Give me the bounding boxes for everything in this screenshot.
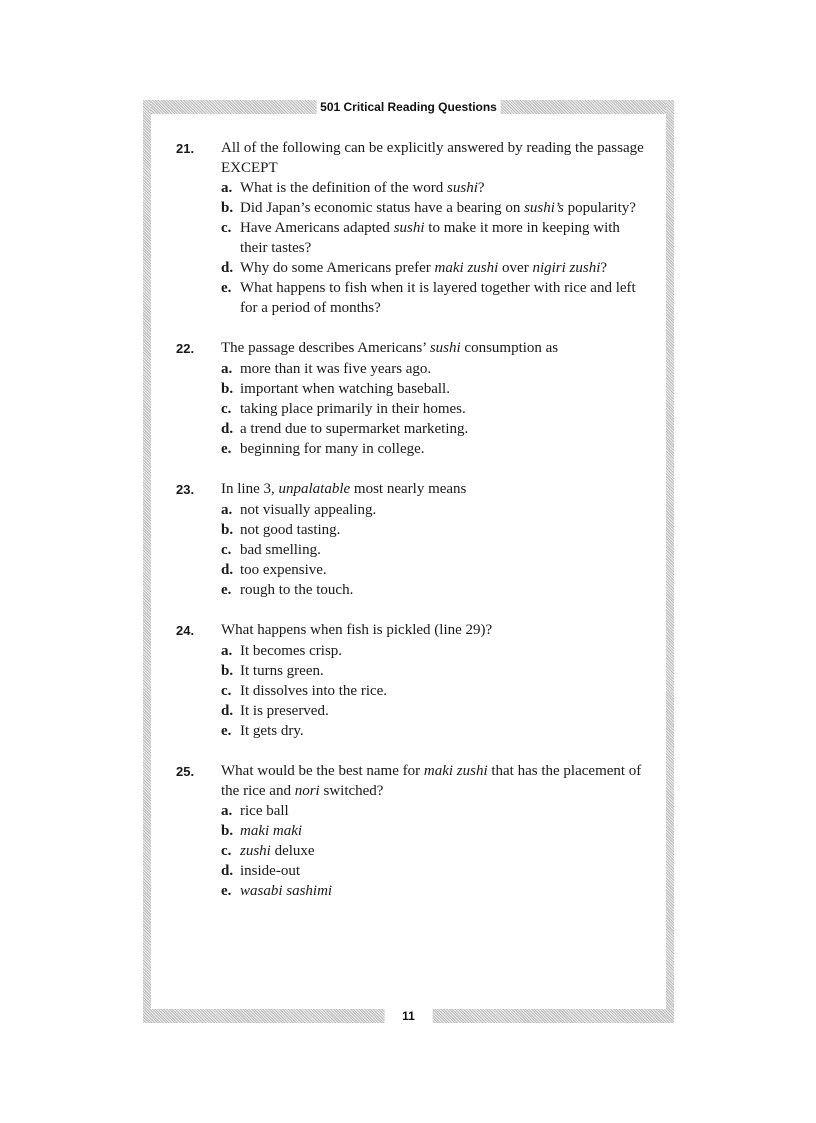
option-text bbox=[240, 721, 646, 741]
answer-option bbox=[221, 861, 646, 881]
text-segment: inside-out bbox=[240, 863, 300, 879]
text-segment: It turns green. bbox=[240, 663, 324, 679]
answer-options bbox=[221, 641, 646, 741]
answer-option bbox=[221, 178, 646, 198]
option-text bbox=[240, 580, 646, 600]
option-letter: a. bbox=[221, 361, 233, 377]
option-letter: b. bbox=[221, 522, 234, 538]
option-letter: e. bbox=[221, 441, 232, 457]
left-border bbox=[143, 100, 151, 1023]
question-25 bbox=[176, 761, 646, 901]
answer-option bbox=[221, 258, 646, 278]
answer-option bbox=[221, 641, 646, 661]
answer-option bbox=[221, 439, 646, 459]
answer-option bbox=[221, 278, 646, 318]
right-border bbox=[666, 100, 674, 1023]
text-segment: deluxe bbox=[270, 843, 315, 859]
option-text bbox=[240, 841, 646, 861]
option-text bbox=[240, 359, 646, 379]
question-22 bbox=[176, 338, 646, 459]
text-segment: a trend due to supermarket marketing. bbox=[240, 421, 469, 437]
answer-option bbox=[221, 681, 646, 701]
running-header: 501 Critical Reading Questions bbox=[316, 100, 501, 114]
answer-option bbox=[221, 198, 646, 218]
option-letter: b. bbox=[221, 200, 234, 216]
answer-options bbox=[221, 178, 646, 318]
option-letter: e. bbox=[221, 280, 232, 296]
question-24 bbox=[176, 620, 646, 741]
italic-term: sushi bbox=[429, 340, 461, 356]
text-segment: It is preserved. bbox=[240, 703, 329, 719]
option-letter: d. bbox=[221, 421, 234, 437]
text-segment: important when watching baseball. bbox=[240, 381, 450, 397]
option-letter: e. bbox=[221, 883, 232, 899]
question-number: 21. bbox=[176, 141, 195, 156]
option-text bbox=[240, 218, 646, 258]
text-segment: popularity? bbox=[563, 200, 636, 216]
answer-options bbox=[221, 801, 646, 901]
italic-term: unpalatable bbox=[278, 481, 351, 497]
italic-term: sushi bbox=[447, 180, 478, 196]
option-letter: c. bbox=[221, 542, 232, 558]
question-list bbox=[176, 138, 646, 921]
question-23 bbox=[176, 479, 646, 600]
question-stem bbox=[221, 479, 646, 500]
option-text bbox=[240, 821, 646, 841]
question-row bbox=[176, 761, 646, 801]
answer-option bbox=[221, 881, 646, 901]
option-letter: a. bbox=[221, 502, 233, 518]
answer-option bbox=[221, 721, 646, 741]
italic-term: maki maki bbox=[240, 823, 303, 839]
option-letter: a. bbox=[221, 643, 233, 659]
answer-option bbox=[221, 580, 646, 600]
option-text bbox=[240, 801, 646, 821]
text-segment: What is the definition of the word bbox=[240, 180, 448, 196]
option-text bbox=[240, 198, 646, 218]
question-number: 24. bbox=[176, 623, 195, 638]
text-segment: switched? bbox=[319, 783, 384, 799]
option-letter: d. bbox=[221, 863, 234, 879]
option-text bbox=[240, 540, 646, 560]
option-text bbox=[240, 881, 646, 901]
option-letter: e. bbox=[221, 723, 232, 739]
answer-option bbox=[221, 841, 646, 861]
answer-option bbox=[221, 359, 646, 379]
option-letter: e. bbox=[221, 582, 232, 598]
option-letter: c. bbox=[221, 843, 232, 859]
question-row bbox=[176, 479, 646, 500]
option-letter: b. bbox=[221, 381, 234, 397]
text-segment: consumption as bbox=[460, 340, 559, 356]
text-segment: What would be the best name for bbox=[221, 763, 424, 779]
option-text bbox=[240, 379, 646, 399]
answer-option bbox=[221, 560, 646, 580]
option-text bbox=[240, 560, 646, 580]
italic-term: zushi bbox=[240, 843, 271, 859]
text-segment: What happens when fish is pickled (line 29)? bbox=[221, 622, 493, 638]
text-segment: ? bbox=[477, 180, 485, 196]
text-segment: It dissolves into the rice. bbox=[240, 683, 388, 699]
option-text bbox=[240, 681, 646, 701]
italic-term: wasabi sashimi bbox=[240, 883, 333, 899]
answer-option bbox=[221, 520, 646, 540]
text-segment: Did Japan’s economic status have a bearing on bbox=[240, 200, 525, 216]
answer-option bbox=[221, 379, 646, 399]
answer-option bbox=[221, 661, 646, 681]
question-number: 25. bbox=[176, 764, 195, 779]
page-number: 11 bbox=[384, 1009, 433, 1023]
option-text bbox=[240, 278, 646, 318]
option-letter: c. bbox=[221, 401, 232, 417]
answer-option bbox=[221, 218, 646, 258]
text-segment: It gets dry. bbox=[240, 723, 304, 739]
text-segment: most nearly means bbox=[350, 481, 467, 497]
option-text bbox=[240, 258, 646, 278]
option-letter: c. bbox=[221, 683, 232, 699]
option-letter: a. bbox=[221, 180, 233, 196]
question-row bbox=[176, 620, 646, 641]
question-number: 23. bbox=[176, 482, 195, 497]
italic-term: nigiri zushi bbox=[532, 260, 601, 276]
text-segment: taking place primarily in their homes. bbox=[240, 401, 466, 417]
text-segment: Why do some Americans prefer bbox=[240, 260, 435, 276]
text-segment: not good tasting. bbox=[240, 522, 341, 538]
text-segment: bad smelling. bbox=[240, 542, 321, 558]
answer-option bbox=[221, 500, 646, 520]
question-stem bbox=[221, 138, 646, 178]
text-segment: over bbox=[498, 260, 533, 276]
text-segment: What happens to fish when it is layered together with rice and left for a period of months? bbox=[240, 280, 636, 316]
option-letter: b. bbox=[221, 663, 234, 679]
option-text bbox=[240, 701, 646, 721]
text-segment: Have Americans adapted bbox=[240, 220, 394, 236]
italic-term: maki zushi bbox=[434, 260, 499, 276]
answer-options bbox=[221, 359, 646, 459]
option-letter: d. bbox=[221, 562, 234, 578]
answer-option bbox=[221, 419, 646, 439]
option-letter: b. bbox=[221, 823, 234, 839]
option-text bbox=[240, 178, 646, 198]
option-letter: a. bbox=[221, 803, 233, 819]
text-segment: rough to the touch. bbox=[240, 582, 354, 598]
answer-option bbox=[221, 801, 646, 821]
text-segment: All of the following can be explicitly answered by reading the passage EXCEPT bbox=[221, 140, 644, 176]
option-text bbox=[240, 661, 646, 681]
text-segment: In line 3, bbox=[221, 481, 279, 497]
answer-option bbox=[221, 399, 646, 419]
italic-term: maki zushi bbox=[423, 763, 488, 779]
text-segment: The passage describes Americans’ bbox=[221, 340, 430, 356]
text-segment: more than it was five years ago. bbox=[240, 361, 432, 377]
text-segment: rice ball bbox=[240, 803, 289, 819]
answer-option bbox=[221, 701, 646, 721]
answer-option bbox=[221, 821, 646, 841]
option-text bbox=[240, 861, 646, 881]
text-segment: beginning for many in college. bbox=[240, 441, 425, 457]
question-stem bbox=[221, 620, 646, 641]
italic-term: sushi bbox=[393, 220, 425, 236]
question-stem bbox=[221, 761, 646, 801]
italic-term: nori bbox=[294, 783, 320, 799]
text-segment: ? bbox=[600, 260, 608, 276]
option-letter: c. bbox=[221, 220, 232, 236]
text-segment: too expensive. bbox=[240, 562, 327, 578]
option-text bbox=[240, 399, 646, 419]
question-row bbox=[176, 338, 646, 359]
italic-term: sushi’s bbox=[524, 200, 564, 216]
answer-options bbox=[221, 500, 646, 600]
answer-option bbox=[221, 540, 646, 560]
text-segment: that has the placement of the rice and bbox=[221, 763, 642, 799]
option-text bbox=[240, 419, 646, 439]
option-text bbox=[240, 641, 646, 661]
option-text bbox=[240, 520, 646, 540]
option-text bbox=[240, 439, 646, 459]
question-number: 22. bbox=[176, 341, 195, 356]
question-stem bbox=[221, 338, 646, 359]
text-segment: to make it more in keeping with their tastes? bbox=[240, 220, 620, 256]
option-text bbox=[240, 500, 646, 520]
text-segment: not visually appealing. bbox=[240, 502, 377, 518]
question-row bbox=[176, 138, 646, 178]
text-segment: It becomes crisp. bbox=[240, 643, 343, 659]
question-21 bbox=[176, 138, 646, 318]
option-letter: d. bbox=[221, 260, 234, 276]
option-letter: d. bbox=[221, 703, 234, 719]
